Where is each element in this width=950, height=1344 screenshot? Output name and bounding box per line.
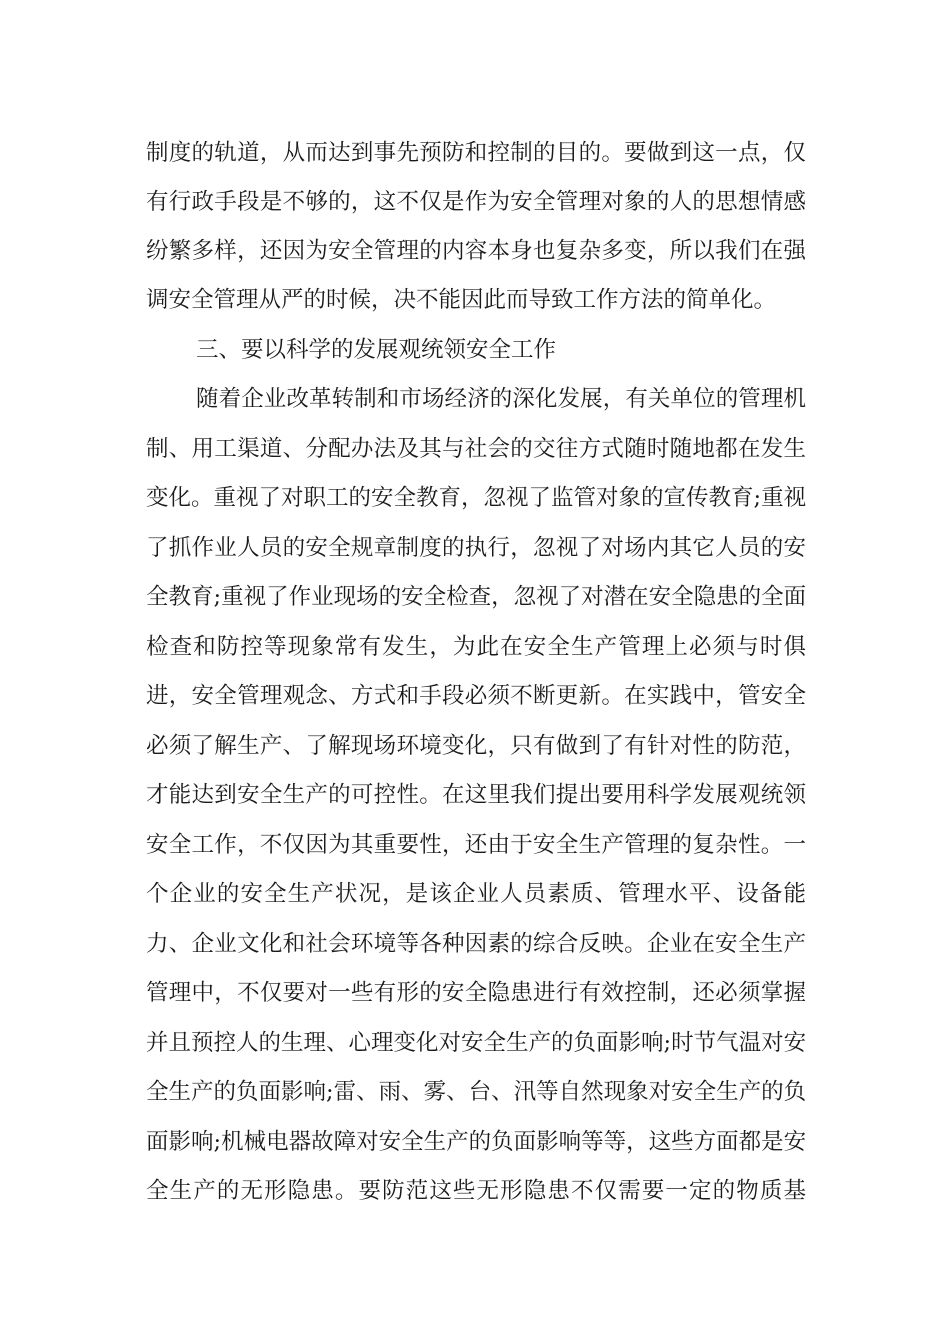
paragraph-line: 全生产的负面影响;雷、雨、雾、台、汛等自然现象对安全生产的负 xyxy=(146,1079,807,1105)
paragraph-line: 检查和防控等现象常有发生，为此在安全生产管理上必须与时俱 xyxy=(146,634,806,660)
paragraph-line: 必须了解生产、了解现场环境变化，只有做到了有针对性的防范， xyxy=(146,733,806,759)
paragraph-line: 全生产的无形隐患。要防范这些无形隐患不仅需要一定的物质基 xyxy=(146,1178,806,1204)
paragraph-line: 随着企业改革转制和市场经济的深化发展，有关单位的管理机 xyxy=(196,386,806,412)
paragraph-line: 管理中，不仅要对一些有形的安全隐患进行有效控制，还必须掌握 xyxy=(146,980,806,1006)
paragraph-line: 才能达到安全生产的可控性。在这里我们提出要用科学发展观统领 xyxy=(146,782,806,808)
paragraph-line: 全教育;重视了作业现场的安全检查，忽视了对潜在安全隐患的全面 xyxy=(146,584,807,610)
paragraph-line: 变化。重视了对职工的安全教育，忽视了监管对象的宣传教育;重视 xyxy=(146,485,807,511)
paragraph-line: 有行政手段是不够的，这不仅是作为安全管理对象的人的思想情感 xyxy=(146,189,806,215)
paragraph-line: 力、企业文化和社会环境等各种因素的综合反映。企业在安全生产 xyxy=(146,931,806,957)
paragraph-line: 了抓作业人员的安全规章制度的执行，忽视了对场内其它人员的安 xyxy=(146,535,806,561)
section-heading: 三、要以科学的发展观统领安全工作 xyxy=(196,337,557,363)
paragraph-line: 并且预控人的生理、心理变化对安全生产的负面影响;时节气温对安 xyxy=(146,1030,807,1056)
paragraph-line: 制度的轨道，从而达到事先预防和控制的目的。要做到这一点，仅 xyxy=(146,140,806,166)
paragraph-line: 面影响;机械电器故障对安全生产的负面影响等等，这些方面都是安 xyxy=(146,1129,807,1155)
paragraph-line: 调安全管理从严的时候，决不能因此而导致工作方法的简单化。 xyxy=(146,287,777,313)
paragraph-line: 制、用工渠道、分配办法及其与社会的交往方式随时随地都在发生 xyxy=(146,436,806,462)
paragraph-line: 安全工作，不仅因为其重要性，还由于安全生产管理的复杂性。一 xyxy=(146,832,806,858)
paragraph-line: 纷繁多样，还因为安全管理的内容本身也复杂多变，所以我们在强 xyxy=(146,238,806,264)
paragraph-line: 个企业的安全生产状况，是该企业人员素质、管理水平、设备能 xyxy=(146,881,806,907)
paragraph-line: 进，安全管理观念、方式和手段必须不断更新。在实践中，管安全 xyxy=(146,683,806,709)
